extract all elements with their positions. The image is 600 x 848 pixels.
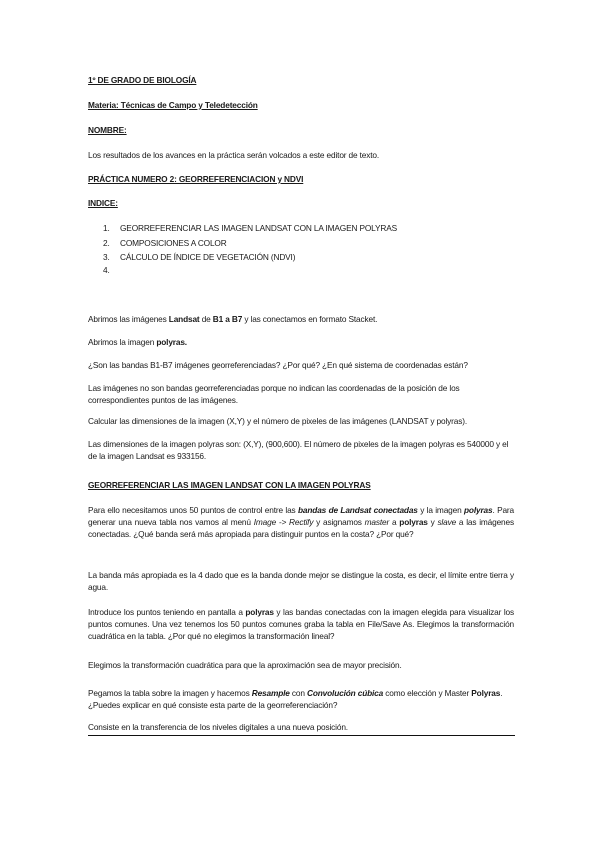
paragraph-open-landsat: Abrimos las imágenes Landsat de B1 a B7 y las conectamos en formato Stacket. <box>88 314 378 324</box>
answer-georeferenced: Las imágenes no son bandas georreferenciadas porque no indican las coordenadas de la posición de los correspondientes puntos de las imágenes. <box>88 383 460 405</box>
course-heading: 1º DE GRADO DE BIOLOGÍA <box>88 75 197 85</box>
index-number: 3. <box>103 252 110 262</box>
answer-best-band: La banda más apropiada es la 4 dado que es la banda donde mejor se distingue la costa, es decir, el límite entre tierra y agua. <box>88 570 514 592</box>
practice-title: PRÁCTICA NUMERO 2: GEORREFERENCIACION y NDVI <box>88 174 304 184</box>
index-number: 4. <box>103 265 110 275</box>
paragraph-control-points: Para ello necesitamos unos 50 puntos de control entre las bandas de Landsat conectadas y la imagen polyras. Para generar una nueva tabla nos vamos al menú Image -> Rectify y asignamos master a polyras y slave a las imágenes conectadas. ¿Qué banda será más apropiada para distinguir puntos en la costa? ¿Por qué? <box>88 505 514 539</box>
paragraph-resample: Pegamos la tabla sobre la imagen y hacemos Resample con Convolución cúbica como elección y Master Polyras. ¿Puedes explicar en qué consiste esta parte de la georreferenciación? <box>88 688 503 710</box>
answer-dimensions: Las dimensiones de la imagen polyras son: (X,Y), (900,600). El número de pixeles de la imagen polyras es 540000 y el de la imagen Landsat es 933156. <box>88 439 509 461</box>
index-number: 2. <box>103 238 110 248</box>
subject-heading: Materia: Técnicas de Campo y Teledetección <box>88 100 258 110</box>
section-title: GEORREFERENCIAR LAS IMAGEN LANDSAT CON LA IMAGEN POLYRAS <box>88 480 371 490</box>
divider-line <box>88 735 515 736</box>
answer-quadratic: Elegimos la transformación cuadrática para que la aproximación sea de mayor precisión. <box>88 660 402 670</box>
intro-text: Los resultados de los avances en la práctica serán volcados a este editor de texto. <box>88 150 380 160</box>
paragraph-introduce-points: Introduce los puntos teniendo en pantalla a polyras y las bandas conectadas con la imagen elegida para visualizar los puntos comunes. Una vez tenemos los 50 puntos comunes graba la tabla en File/Save As. Elegimos la transformación cuadrática en la tabla. ¿Por qué no elegimos la transformación lineal? <box>88 607 514 641</box>
answer-resample: Consiste en la transferencia de los niveles digitales a una nueva posición. <box>88 722 348 732</box>
paragraph-open-polyras: Abrimos la imagen polyras. <box>88 337 187 347</box>
question-georeferenced: ¿Son las bandas B1-B7 imágenes georreferenciadas? ¿Por qué? ¿En qué sistema de coordenadas están? <box>88 360 468 370</box>
index-label: INDICE: <box>88 198 118 208</box>
index-number: 1. <box>103 223 110 233</box>
index-item-text: GEORREFERENCIAR LAS IMAGEN LANDSAT CON LA IMAGEN POLYRAS <box>120 223 397 233</box>
name-label: NOMBRE: <box>88 125 127 135</box>
index-item-text: CÁLCULO DE ÍNDICE DE VEGETACIÓN (NDVI) <box>120 252 296 262</box>
question-dimensions: Calcular las dimensiones de la imagen (X,Y) y el número de pixeles de las imágenes (LANDSAT y polyras). <box>88 416 467 426</box>
index-item-text: COMPOSICIONES A COLOR <box>120 238 227 248</box>
